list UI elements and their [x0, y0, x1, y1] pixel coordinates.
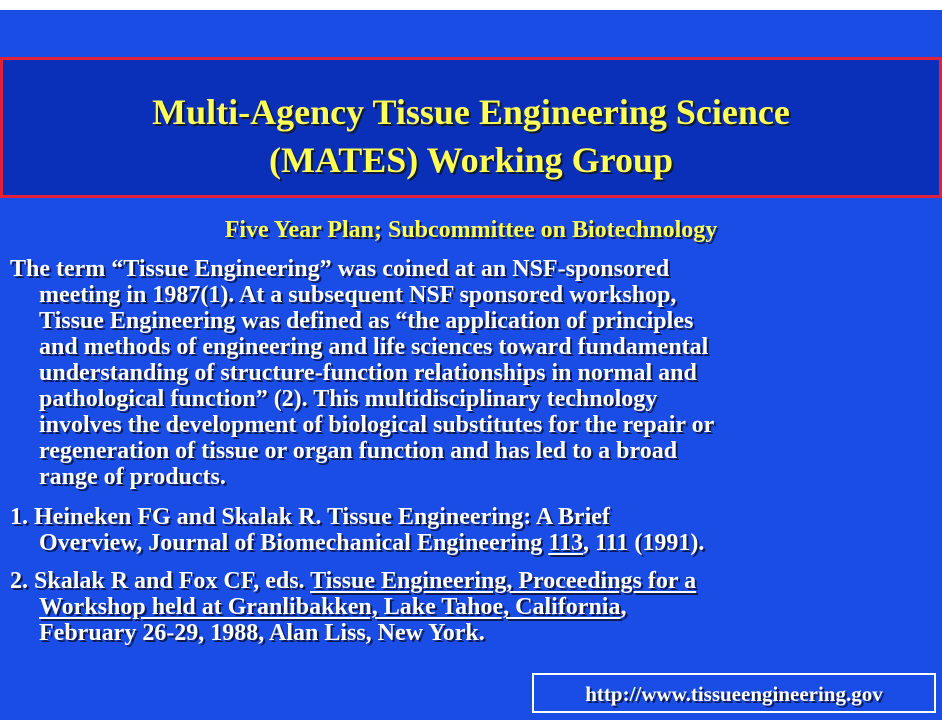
title-line-1: Multi-Agency Tissue Engineering Science [152, 92, 790, 132]
paragraph-line: Tissue Engineering was defined as “the application of principles [39, 308, 694, 334]
reference-2-authors: 2. Skalak R and Fox CF, eds. [10, 568, 311, 594]
paragraph-line: The term “Tissue Engineering” was coined at an NSF-sponsored [10, 256, 670, 282]
paragraph-line: range of products. [39, 464, 226, 490]
reference-1-journal: Overview, Journal of Biomechanical Engineering [39, 530, 549, 556]
reference-1-line-1: 1. Heineken FG and Skalak R. Tissue Engineering: A Brief [10, 504, 610, 530]
paragraph-line: involves the development of biological substitutes for the repair or [39, 412, 715, 438]
reference-2-title-cont: Workshop held at Granlibakken, Lake Tahoe, California [39, 594, 621, 620]
slide-title [0, 88, 942, 184]
title-line-2: (MATES) Working Group [268, 140, 674, 180]
reference-1-pages: , 111 (1991). [583, 530, 705, 556]
website-link[interactable]: http://www.tissueengineering.gov [585, 682, 883, 706]
paragraph-line: regeneration of tissue or organ function and has led to a broad [39, 438, 678, 464]
reference-2-line-2 [10, 594, 696, 620]
paragraph-line: meeting in 1987(1). At a subsequent NSF sponsored workshop, [39, 282, 677, 308]
paragraph-line: pathological function” (2). This multidisciplinary technology [39, 386, 658, 412]
paragraph-line: and methods of engineering and life sciences toward fundamental [39, 334, 709, 360]
paragraph-line: understanding of structure-function relationships in normal and [39, 360, 697, 386]
reference-2-comma: , [620, 594, 627, 620]
definition-paragraph [10, 256, 714, 490]
reference-2-line-1 [10, 568, 696, 594]
reference-1-line-2 [10, 530, 704, 556]
slide-subtitle: Five Year Plan; Subcommittee on Biotechnology [224, 217, 718, 243]
reference-1-volume: 113 [548, 530, 583, 556]
reference-2 [10, 568, 696, 646]
reference-2-line-3: February 26-29, 1988, Alan Liss, New York. [39, 620, 485, 646]
url-box[interactable] [532, 673, 936, 713]
reference-2-title: Tissue Engineering, Proceedings for a [310, 568, 697, 594]
reference-1 [10, 504, 704, 556]
